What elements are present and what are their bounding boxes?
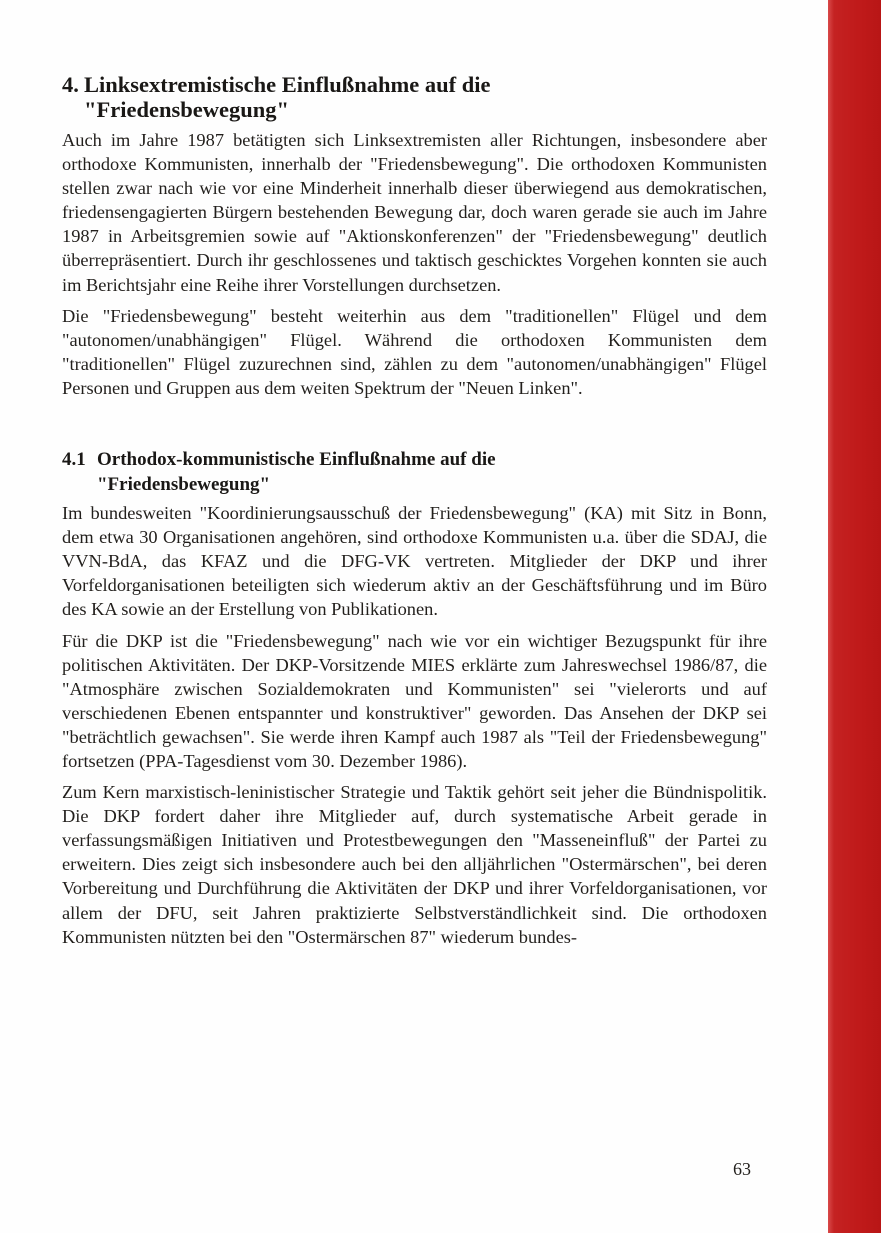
red-edge-strip (828, 0, 881, 1233)
section-title-line1: Linksextremistische Einflußnahme auf die (84, 72, 491, 97)
page-content (62, 72, 767, 949)
page-number: 63 (733, 1159, 751, 1179)
subsection-number: 4.1 (62, 449, 86, 471)
subsection-title-line2: "Friedensbewegung" (97, 474, 271, 496)
subsection-heading (62, 447, 767, 497)
paragraph: Zum Kern marxistisch-leninistischer Strategie und Taktik gehört seit jeher die Bündnispolitik. Die DKP fordert daher ihre Mitglieder auf, durch systematische Arbeit gerade in verfassungsmäßigen Initiativen und Protestbewegungen den "Masseneinfluß" der Partei zu erweitern. Dies zeigt sich insbesondere auch bei den alljährlichen "Ostermärschen", bei deren Vorbereitung und Durchführung die Aktivitäten der DKP und ihrer Vorfeldorganisationen, vor allem der DFU, seit Jahren praktizierte Selbstverständlichkeit sind. Die orthodoxen Kommunisten nützten bei den "Ostermärschen 87" wiederum bundes- (62, 782, 767, 947)
section-title-line2: "Friedensbewegung" (84, 97, 289, 122)
paragraph: Die "Friedensbewegung" besteht weiterhin aus dem "traditionellen" Flügel und dem "autonomen/unabhängigen" Flügel. Während die orthodoxen Kommunisten dem "traditionellen" Flügel zuzurechnen sind, zählen zu dem "autonomen/unabhängigen" Flügel Personen und Gruppen aus dem weiten Spektrum der "Neuen Linken". (62, 305, 767, 398)
section-number: 4. (62, 72, 79, 97)
section-heading (62, 72, 767, 122)
paragraph: Im bundesweiten "Koordinierungsausschuß der Friedensbewegung" (KA) mit Sitz in Bonn, dem etwa 30 Organisationen angehören, sind orthodoxe Kommunisten u.a. über die SDAJ, die VVN-BdA, das KFAZ und die DFG-VK vertreten. Mitglieder der DKP und ihrer Vorfeldorganisationen beteiligten sich wiederum aktiv an der Geschäftsführung und im Büro des KA sowie an der Erstellung von Publikationen. (62, 503, 767, 620)
paragraph: Auch im Jahre 1987 betätigten sich Linksextremisten aller Richtungen, insbesondere aber orthodoxe Kommunisten, innerhalb der "Friedensbewegung". Die orthodoxen Kommunisten stellen zwar nach wie vor eine Minderheit innerhalb dieser überwiegend aus demokratischen, friedensengagierten Bürgern bestehenden Bewegung dar, doch waren gerade sie auch im Jahre 1987 in Arbeitsgremien sowie auf "Aktionskonferenzen" der "Friedensbewegung" deutlich überrepräsentiert. Durch ihr geschlossenes und taktisch geschicktes Vorgehen konnten sie auch im Berichtsjahr eine Reihe ihrer Vorstellungen durchsetzen. (62, 130, 767, 295)
paragraph: Für die DKP ist die "Friedensbewegung" nach wie vor ein wichtiger Bezugspunkt für ihre politischen Aktivitäten. Der DKP-Vorsitzende MIES erklärte zum Jahreswechsel 1986/87, die "Atmosphäre zwischen Sozialdemokraten und Kommunisten" sei "vielerorts und auf verschiedenen Ebenen entspannter und konstruktiver" geworden. Das Ansehen der DKP sei "beträchtlich gewachsen". Sie werde ihren Kampf auch 1987 als "Teil der Friedensbewegung" fortsetzen (PPA-Tagesdienst vom 30. Dezember 1986). (62, 630, 767, 771)
subsection-title-line1: Orthodox-kommunistische Einflußnahme auf die (97, 449, 496, 471)
